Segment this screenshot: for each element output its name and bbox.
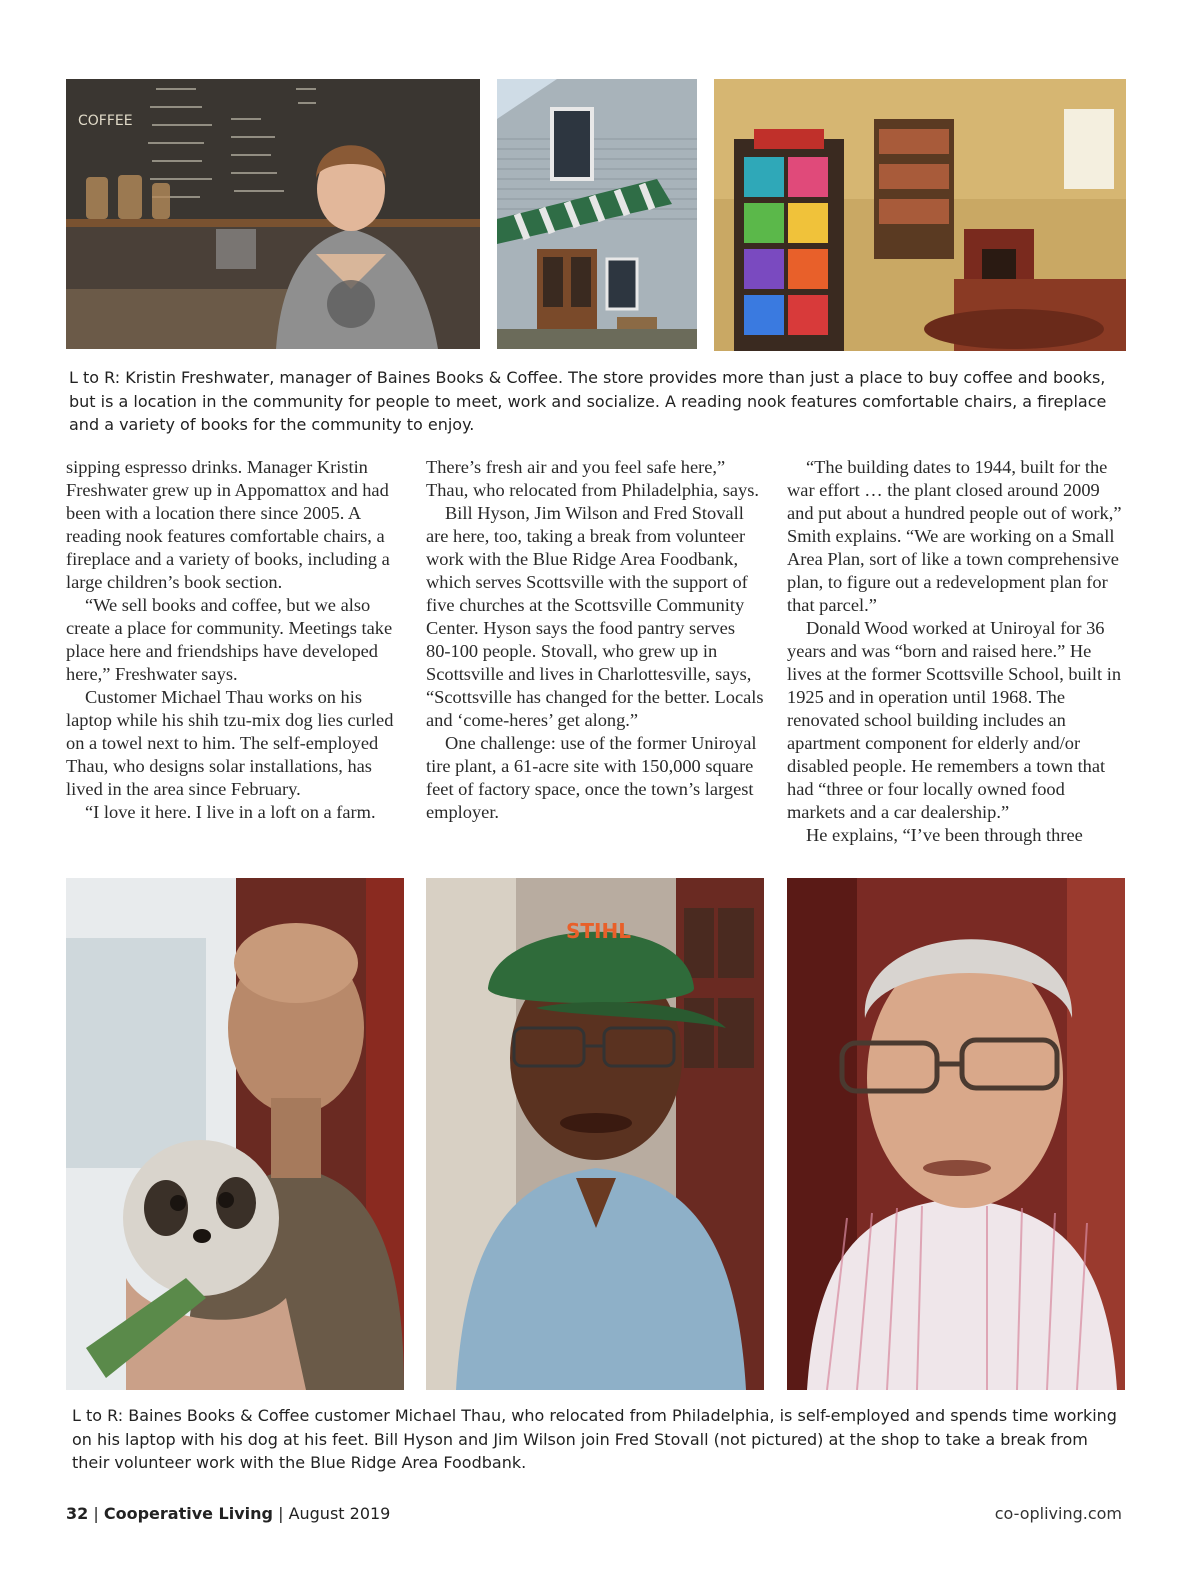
- issue-date: August 2019: [288, 1504, 391, 1523]
- bottom-photo-caption: L to R: Baines Books & Coffee customer Michael Thau, who relocated from Philadelphia, is self-employed and spends time working on his laptop with his dog at his feet. Bill Hyson and Jim Wilson join Fred Stovall (not pictured) at the shop to take a break from their volunteer work with the Blue Ridge Area Foodbank.: [72, 1406, 1117, 1472]
- paragraph: Customer Michael Thau works on his laptop while his shih tzu-mix dog lies curled on a towel next to him. The self-employed Thau, who designs solar installations, has lived in the area since February.: [66, 687, 394, 799]
- paragraph: “We sell books and coffee, but we also create a place for community. Meetings take place here and friendships have developed here,” Freshwater says.: [66, 595, 393, 684]
- footer-separator: |: [93, 1504, 99, 1523]
- photo-bill-hyson: [426, 878, 764, 1390]
- article-column-1: [66, 456, 404, 824]
- photo-michael-thau: [66, 878, 404, 1390]
- paragraph: “The building dates to 1944, built for the war effort … the plant closed around 2009 and put about a hundred people out of work,” Smith explains. “We are working on a Small Area Plan, sort of like a town comprehensive plan, to figure out a redevelopment plan for that parcel.”: [787, 457, 1122, 615]
- article-column-2: [426, 456, 764, 824]
- publication-name: Cooperative Living: [103, 1504, 273, 1523]
- paragraph: “I love it here. I live in a loft on a farm.: [85, 802, 376, 822]
- paragraph: He explains, “I’ve been through three: [806, 825, 1083, 845]
- page-footer: [66, 1504, 390, 1523]
- page-number: 32: [66, 1504, 89, 1523]
- website-link[interactable]: co-opliving.com: [994, 1504, 1122, 1523]
- paragraph: There’s fresh air and you feel safe here,” Thau, who relocated from Philadelphia, says.: [426, 457, 759, 500]
- footer-separator: |: [278, 1504, 284, 1523]
- cap-logo-text: STIHL: [566, 919, 631, 943]
- photo-kristin-freshwater: [66, 79, 480, 349]
- top-photo-caption: L to R: Kristin Freshwater, manager of Baines Books & Coffee. The store provides more than just a place to buy coffee and books, but is a location in the community for people to meet, work and socialize. A reading nook features comfortable chairs, a fireplace and a variety of books for the community to enjoy.: [69, 368, 1107, 434]
- paragraph: Donald Wood worked at Uniroyal for 36 years and was “born and raised here.” He lives at the former Scottsville School, built in 1925 and in operation until 1968. The renovated school building includes an apartment component for elderly and/or disabled people. He remembers a town that had “three or four locally owned food markets and a car dealership.”: [787, 618, 1122, 822]
- paragraph: Bill Hyson, Jim Wilson and Fred Stovall are here, too, taking a break from volunteer work with the Blue Ridge Area Foodbank, which serves Scottsville with the support of five churches at the Scottsville Community Center. Hyson says the food pantry serves 80-100 people. Stovall, who grew up in Scottsville and lives in Charlottesville, says, “Scottsville has changed for the better. Locals and ‘come-heres’ get along.”: [426, 503, 764, 730]
- photo-donald-wood: [787, 878, 1125, 1390]
- paragraph: sipping espresso drinks. Manager Kristin Freshwater grew up in Appomattox and had been with a location there since 2005. A reading nook features comfortable chairs, a fireplace and a variety of books, including a large children’s book section.: [66, 457, 390, 592]
- paragraph: One challenge: use of the former Uniroyal tire plant, a 61-acre site with 150,000 square feet of factory space, once the town’s largest employer.: [426, 733, 757, 822]
- article-column-3: [787, 456, 1125, 847]
- photo-store-exterior: [497, 79, 697, 349]
- coffee-sign-text: COFFEE: [78, 113, 133, 129]
- photo-reading-nook: [714, 79, 1126, 351]
